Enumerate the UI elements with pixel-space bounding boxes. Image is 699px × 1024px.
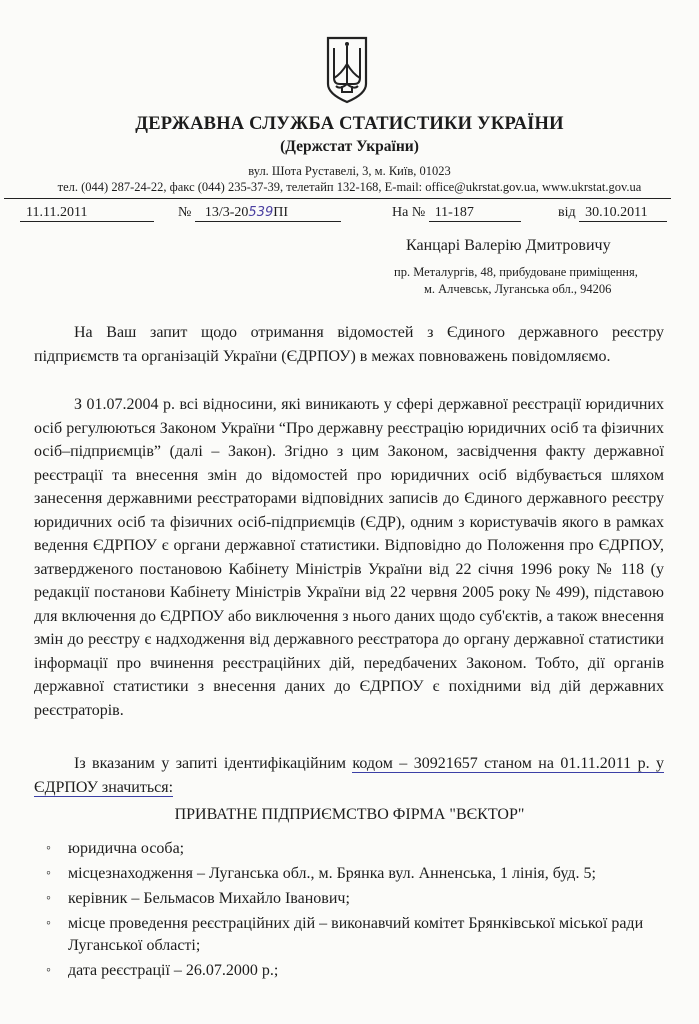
recipient-name: Канцарі Валерію Дмитровичу (406, 237, 611, 254)
code-lookup-intro: Із вказаним у запиті ідентифікаційним (74, 755, 353, 772)
reply-label: На № (392, 205, 426, 220)
outgoing-number (178, 205, 341, 222)
trident-emblem-icon (322, 34, 372, 104)
paragraph-request: На Ваш запит щодо отримання відомостей з Єдиного державного реєстру підприємств та організацій України (ЄДРПОУ) в межах повноважень повідомляємо. (34, 324, 664, 365)
number-suffix: ПІ (273, 205, 289, 220)
organization-name: ДЕРЖАВНА СЛУЖБА СТАТИСТИКИ УКРАЇНИ (135, 114, 564, 134)
list-item: ◦ місце проведення реєстраційних дій – виконавчий комітет Брянківської міської ради Луганської області; (46, 913, 666, 957)
paragraph-code-lookup (34, 752, 664, 799)
firm-name: ПРИВАТНЕ ПІДПРИЄМСТВО ФІРМА "ВЄКТОР" (174, 806, 525, 823)
number-prefix: 13/3-20 (204, 205, 249, 220)
reply-number: На № 11-187 (392, 205, 521, 222)
list-item: ◦ юридична особа; (46, 838, 666, 860)
handwritten-number: 539 (248, 205, 274, 220)
organization-contacts: тел. (044) 287-24-22, факс (044) 235-37-39, телетайп 132-168, E-mail: office@ukrstat.gov.ua, www.ukrstat.gov.ua (57, 180, 642, 194)
code-lookup-underlined: кодом – 30921657 станом на 01.11.2011 р. у ЄДРПОУ значиться: (34, 755, 664, 796)
list-item: ◦ дата реєстрації – 26.07.2000 р.; (46, 960, 666, 982)
organization-address: вул. Шота Руставелі, 3, м. Київ, 01023 (248, 164, 451, 178)
number-label: № (178, 205, 192, 220)
list-item: ◦ керівник – Бельмасов Михайло Іванович; (46, 888, 666, 910)
header-divider (4, 198, 671, 199)
organization-short-name: (Держстат України) (280, 138, 419, 155)
paragraph-legal-basis: З 01.07.2004 р. всі відносини, які виникають у сфері державної реєстрації юридичних осіб регулюються Законом України “Про державну реєстрацію юридичних осіб та фізичних осіб–підприємців” (далі – Закон). Згідно з цим Законом, засвідчення факту державної реєстрації та внесення змін до відомостей про юридичних осіб відбувається шляхом занесення державними реєстраторами відповідних записів до Єдиного державного реєстру юридичних осіб та фізичних осіб-підприємців (ЄДР), одним з користувачів якого в рамках ведення ЄДРПОУ є органи державної статистики. Відповідно до Положення про ЄДРПОУ, затвердженого постановою Кабінету Міністрів України від 22 січня 1996 року № 118 (у редакції постанови Кабінету Міністрів України від 22 червня 2005 року № 499), підставою для включення до ЄДРПОУ або виключення з нього даних щодо суб'єктів, а також внесення змін до реєстру є надходження від державного реєстратора до органу державної статистики інформації про вчинення реєстраційних дій, передбачених Законом. Тобто, дії органів державної статистики з внесення даних до ЄДРПОУ є похідними від дій державних реєстраторів. (34, 396, 664, 719)
reply-date: від 30.10.2011 (558, 205, 667, 222)
recipient-address-line2: м. Алчевськ, Луганська обл., 94206 (424, 282, 612, 296)
outgoing-date: 11.11.2011 (20, 205, 154, 222)
recipient-address-line1: пр. Металургів, 48, прибудоване приміщення, (394, 265, 638, 279)
from-label: від (558, 205, 576, 220)
list-item: ◦ місцезнаходження – Луганська обл., м. Брянка вул. Анненська, 1 лінія, буд. 5; (46, 863, 666, 885)
firm-details-list (46, 838, 666, 985)
